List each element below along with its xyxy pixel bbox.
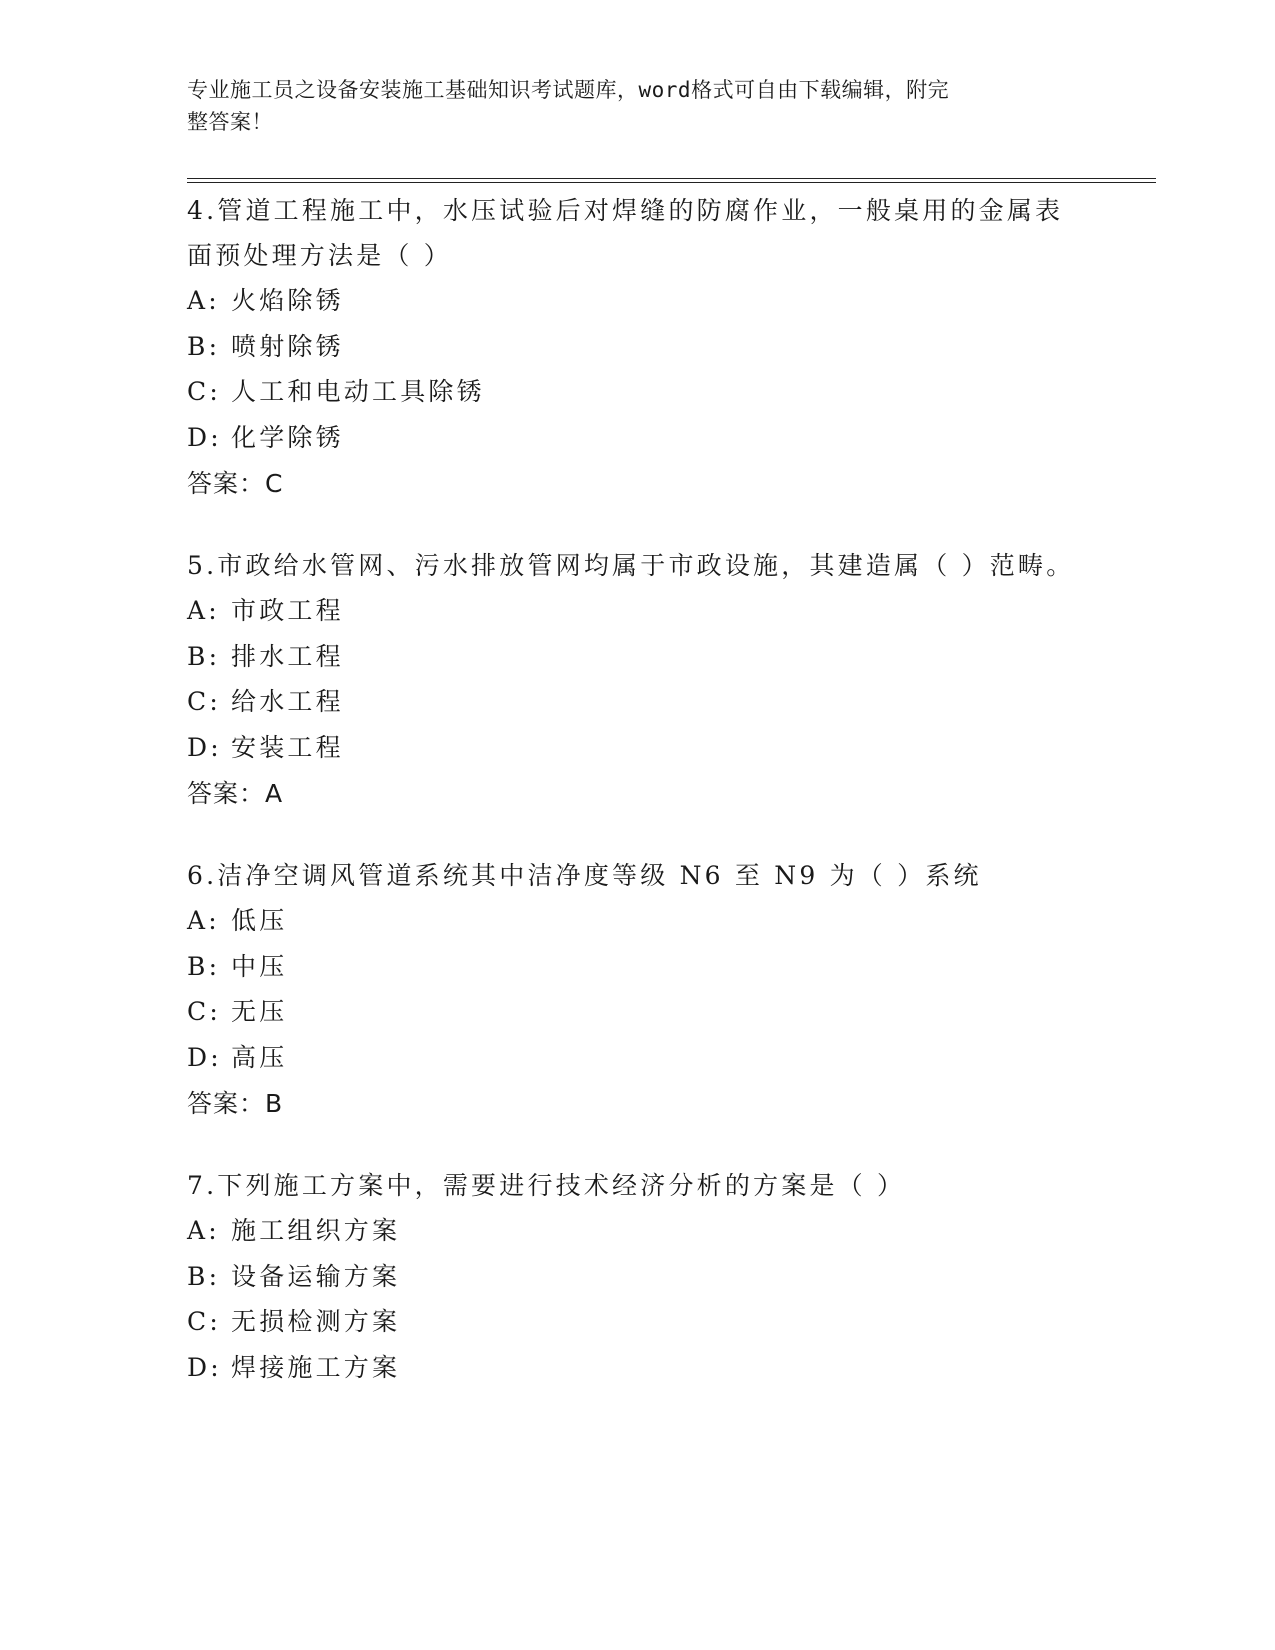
answer-line: 答案：B: [187, 1089, 284, 1118]
header-divider-thick: [187, 178, 1156, 179]
option-a: [187, 588, 1087, 634]
option-text: 施工组织方案: [231, 1216, 401, 1245]
question-stem: 4.管道工程施工中，水压试验后对焊缝的防腐作业，一般桌用的金属表面预处理方法是（ ）: [187, 196, 1064, 270]
option-letter: B:: [187, 1261, 221, 1291]
option-c: [187, 1299, 1087, 1345]
option-text: 高压: [231, 1042, 288, 1072]
option-letter: C:: [187, 1307, 221, 1336]
question-list: [187, 188, 1087, 1426]
answer-line: 答案：C: [187, 469, 284, 498]
option-b: [187, 634, 1087, 680]
option-c: [187, 989, 1087, 1035]
option-letter: C:: [187, 997, 221, 1026]
option-text: 排水工程: [231, 641, 344, 671]
answer-line: 答案：A: [187, 779, 284, 808]
option-b: [187, 324, 1087, 370]
option-letter: C:: [187, 377, 221, 406]
document-header: [187, 74, 1067, 138]
option-letter: D:: [187, 1042, 222, 1072]
question-5: [187, 543, 1087, 817]
option-letter: B:: [187, 641, 221, 671]
option-text: 低压: [231, 906, 288, 935]
option-letter: B:: [187, 331, 221, 361]
option-letter: D:: [187, 422, 222, 452]
option-b: [187, 1254, 1087, 1300]
option-letter: A:: [187, 906, 220, 935]
option-text: 无压: [231, 997, 288, 1026]
header-divider-thin: [187, 182, 1156, 183]
option-text: 市政工程: [231, 596, 344, 625]
question-stem: 6.洁净空调风管道系统其中洁净度等级 N6 至 N9 为（ ）系统: [187, 861, 982, 890]
question-stem: 7.下列施工方案中，需要进行技术经济分析的方案是（ ）: [187, 1171, 906, 1200]
header-line-2: 整答案！: [187, 110, 273, 134]
question-stem: 5.市政给水管网、污水排放管网均属于市政设施，其建造属（ ）范畴。: [187, 551, 1075, 580]
option-text: 无损检测方案: [231, 1307, 401, 1336]
option-text: 中压: [231, 951, 288, 981]
option-c: [187, 679, 1087, 725]
option-letter: A:: [187, 596, 220, 625]
option-letter: D:: [187, 732, 222, 762]
option-d: [187, 1035, 1087, 1081]
option-c: [187, 369, 1087, 415]
option-text: 焊接施工方案: [231, 1352, 401, 1382]
option-text: 安装工程: [231, 732, 344, 762]
option-text: 设备运输方案: [231, 1261, 401, 1291]
option-letter: C:: [187, 687, 221, 716]
question-4: [187, 188, 1087, 507]
question-6: [187, 853, 1087, 1127]
option-letter: A:: [187, 1216, 220, 1245]
option-b: [187, 944, 1087, 990]
option-letter: D:: [187, 1352, 222, 1382]
option-text: 化学除锈: [231, 422, 344, 452]
option-a: [187, 898, 1087, 944]
option-letter: A:: [187, 286, 220, 315]
option-d: [187, 1345, 1087, 1391]
option-text: 给水工程: [231, 687, 344, 716]
question-7: [187, 1163, 1087, 1390]
option-a: [187, 1208, 1087, 1254]
option-a: [187, 278, 1087, 324]
header-line-1: 专业施工员之设备安装施工基础知识考试题库，word格式可自由下载编辑，附完: [187, 78, 950, 102]
option-text: 火焰除锈: [231, 286, 344, 315]
option-d: [187, 415, 1087, 461]
option-letter: B:: [187, 951, 221, 981]
option-d: [187, 725, 1087, 771]
option-text: 喷射除锈: [231, 331, 344, 361]
option-text: 人工和电动工具除锈: [231, 377, 485, 406]
